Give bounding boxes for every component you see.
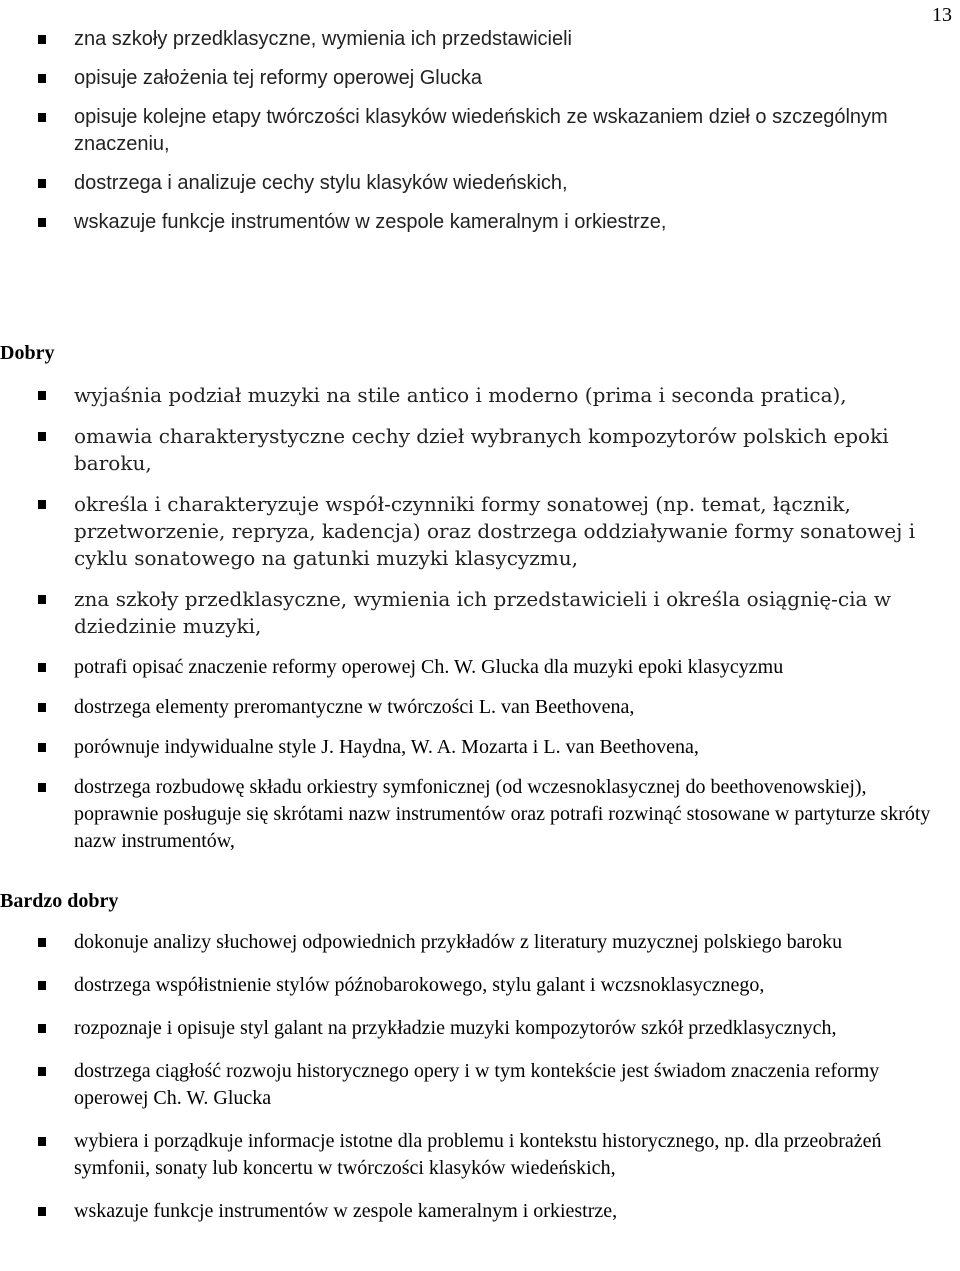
bullet-icon: [38, 1067, 46, 1076]
bullet-icon: [38, 703, 46, 712]
list-item-text: porównuje indywidualne style J. Haydna, W. A. Mozarta i L. van Beethovena,: [74, 736, 699, 758]
bardzo-dobry-list: [0, 929, 960, 1225]
bullet-icon: [38, 113, 46, 122]
list-item: [0, 170, 960, 197]
list-item-text: dokonuje analizy słuchowej odpowiednich przykładów z literatury muzycznej polskiego baroku: [74, 931, 843, 953]
list-item: [0, 491, 960, 572]
list-item: [0, 972, 960, 999]
bullet-icon: [38, 432, 46, 441]
bullet-icon: [38, 981, 46, 990]
bullet-icon: [38, 663, 46, 672]
list-item-text: wyjaśnia podział muzyki na stile antico i moderno (prima i seconda pratica),: [74, 383, 847, 407]
list-item: [0, 734, 960, 761]
list-item: [0, 104, 960, 158]
bullet-icon: [38, 74, 46, 83]
list-item: [0, 1015, 960, 1042]
bullet-icon: [38, 595, 46, 604]
list-item-text: omawia charakterystyczne cechy dzieł wybranych kompozytorów polskich epoki baroku,: [74, 424, 889, 475]
list-item-text: dostrzega i analizuje cechy stylu klasyków wiedeńskich,: [74, 172, 568, 194]
section-heading-bardzo-dobry: Bardzo dobry: [0, 890, 119, 912]
intro-section: [0, 26, 960, 236]
bullet-icon: [38, 1207, 46, 1216]
dobry-list-continued: [0, 654, 960, 855]
bardzo-dobry-section: [0, 889, 960, 1225]
list-item: [0, 694, 960, 721]
bullet-icon: [38, 500, 46, 509]
list-item-text: opisuje kolejne etapy twórczości klasyków wiedeńskich ze wskazaniem dzieł o szczególnym znaczeniu,: [74, 106, 888, 155]
list-item-text: dostrzega rozbudowę składu orkiestry symfonicznej (od wczesnoklasycznej do beethovenowskiej), poprawnie posługuje się skrótami nazw instrumentów oraz potrafi rozwinąć stosowane w partyturze skróty nazw instrumentów,: [74, 776, 931, 852]
list-item: [0, 423, 960, 477]
list-item-text: dostrzega współistnienie stylów późnobarokowego, stylu galant i wczsnoklasycznego,: [74, 974, 765, 996]
bullet-icon: [38, 391, 46, 400]
intro-list: [0, 26, 960, 236]
list-item: [0, 26, 960, 53]
list-item-text: wskazuje funkcje instrumentów w zespole kameralnym i orkiestrze,: [74, 211, 667, 233]
list-item: [0, 929, 960, 956]
bullet-icon: [38, 743, 46, 752]
list-item-text: dostrzega elementy preromantyczne w twórczości L. van Beethovena,: [74, 696, 635, 718]
page-number: 13: [932, 4, 952, 26]
list-item-text: dostrzega ciągłość rozwoju historycznego opery i w tym kontekście jest świadom znaczenia reformy operowej Ch. W. Glucka: [74, 1060, 880, 1109]
bullet-icon: [38, 179, 46, 188]
list-item-text: zna szkoły przedklasyczne, wymienia ich przedstawicieli i określa osiągnię-cia w dziedzinie muzyki,: [74, 587, 891, 638]
bullet-icon: [38, 35, 46, 44]
bullet-icon: [38, 938, 46, 947]
bullet-icon: [38, 218, 46, 227]
list-item: [0, 209, 960, 236]
list-item: [0, 65, 960, 92]
list-item-text: wskazuje funkcje instrumentów w zespole kameralnym i orkiestrze,: [74, 1200, 618, 1222]
list-item-text: zna szkoły przedklasyczne, wymienia ich przedstawicieli: [74, 28, 572, 50]
list-item: [0, 382, 960, 409]
list-item-text: rozpoznaje i opisuje styl galant na przykładzie muzyki kompozytorów szkół przedklasycznych,: [74, 1017, 837, 1039]
bullet-icon: [38, 783, 46, 792]
list-item-text: potrafi opisać znaczenie reformy operowej Ch. W. Glucka dla muzyki epoki klasycyzmu: [74, 656, 784, 678]
list-item-text: wybiera i porządkuje informacje istotne dla problemu i kontekstu historycznego, np. dla przeobrażeń symfonii, sonaty lub koncertu w twórczości klasyków wiedeńskich,: [74, 1130, 882, 1179]
list-item: [0, 1058, 960, 1112]
list-item: [0, 654, 960, 681]
list-item-text: określa i charakteryzuje współ-czynniki formy sonatowej (np. temat, łącznik, przetworzenie, repryza, kadencja) oraz dostrzega oddziaływanie formy sonatowej i cyklu sonatowego na gatunki muzyki klasycyzmu,: [74, 492, 916, 570]
bullet-icon: [38, 1137, 46, 1146]
list-item: [0, 1198, 960, 1225]
list-item: [0, 774, 960, 855]
dobry-list: [0, 382, 960, 640]
section-heading-dobry: Dobry: [0, 342, 55, 364]
list-item: [0, 586, 960, 640]
dobry-section: [0, 341, 960, 855]
list-item-text: opisuje założenia tej reformy operowej Glucka: [74, 67, 482, 89]
bullet-icon: [38, 1024, 46, 1033]
list-item: [0, 1128, 960, 1182]
